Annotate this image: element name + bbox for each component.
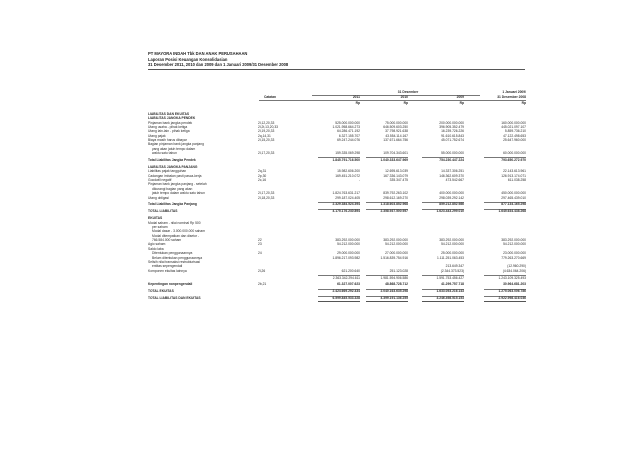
- row-value: 1.318.603.852.968: [380, 202, 408, 207]
- row-label: TOTAL LIABILITAS DAN EKUITAS: [148, 296, 201, 301]
- row-value: 60.000.000.000: [503, 151, 526, 156]
- row-value: 48.868.728.712: [385, 282, 408, 287]
- row-note: 2l,2t,13,20,33: [258, 125, 278, 130]
- row-label: waktu satu tahun: [152, 151, 177, 156]
- row-value: 297.465.439.010: [501, 195, 526, 200]
- row-value: 137.671.664.756: [383, 138, 408, 143]
- row-value: 335.347.475: [389, 178, 408, 183]
- row-value: 859.212.852.986: [439, 202, 464, 207]
- row-value: 54.212.000.000: [503, 242, 526, 247]
- row-label: Cadangan imbalan pasti pasca-kerja: [148, 173, 202, 178]
- row-value: 146.362.609.370: [439, 173, 464, 178]
- row-value: 383.292.000.000: [439, 238, 464, 243]
- row-label: Utang lain-lain - pihak ketiga: [148, 129, 190, 134]
- row-value: 25.647.960.000: [503, 138, 526, 143]
- row-value: 2.922.998.416.036: [498, 296, 526, 301]
- row-value: 1.633.053.216.143: [436, 289, 464, 294]
- row-value: (4.634.064.206): [502, 268, 526, 273]
- row-note: 2q,31: [258, 169, 267, 174]
- double-underline: [484, 301, 526, 302]
- row-value: 69.247.244.076: [337, 138, 360, 143]
- row-value: 25.000.000.000: [441, 251, 464, 256]
- row-value: 1.275.063.006.786: [498, 289, 526, 294]
- row-value: 298.039.292.142: [439, 195, 464, 200]
- row-value: 169.451.210.072: [335, 173, 360, 178]
- row-value: 298.612.169.270: [383, 195, 408, 200]
- row-label: Kepentingan nonpengendali: [148, 282, 193, 287]
- row-note: 22: [258, 238, 262, 243]
- row-label: entitas sepengendali: [152, 264, 183, 269]
- row-value: 64.286.471.192: [337, 129, 360, 134]
- report-title: Laporan Posisi Keuangan Konsolidasian: [148, 56, 228, 62]
- company-name: PT MAYORA INDAH Tbk DAN ANAK PERUSAHAAN: [148, 51, 248, 56]
- row-note: 2c,16: [258, 178, 267, 183]
- row-value: 383.292.000.000: [383, 238, 408, 243]
- row-value: 6.327.155.707: [338, 133, 360, 138]
- row-value: 877.134.165.298: [501, 202, 526, 207]
- row-value: 159.335.069.298: [335, 151, 360, 156]
- row-label: Utang pajak: [148, 133, 166, 138]
- double-underline: [318, 301, 360, 302]
- row-label: 766.584.000 saham: [152, 238, 182, 243]
- row-value: 1.896.217.093.982: [332, 255, 360, 260]
- row-label: Ditentukan penggunaannya: [152, 251, 193, 256]
- row-value: 779.263.270.669: [501, 255, 526, 260]
- row-value: 2.363.342.294.611: [332, 275, 360, 280]
- row-label: Utang usaha - pihak ketiga: [148, 125, 188, 130]
- row-note: 2l,12,20,33: [258, 120, 275, 125]
- row-label: Goodwill negatif: [148, 178, 172, 183]
- row-value: 15.982.606.200: [337, 169, 360, 174]
- unit-2010: Rp: [403, 101, 408, 105]
- row-value: 1.824.763.631.217: [332, 191, 360, 196]
- row-value: 445.021.097.107: [501, 125, 526, 130]
- row-value: 61.327.007.623: [337, 282, 360, 287]
- unit-2008: Rp: [521, 101, 526, 105]
- unit-2009: Rp: [459, 101, 464, 105]
- row-value: 23.000.000.000: [503, 251, 526, 256]
- row-label: Saldo laba: [148, 246, 164, 251]
- row-value: 54.212.000.000: [337, 242, 360, 247]
- row-value: 400.000.000.000: [439, 191, 464, 196]
- row-label: LIABILITAS JANGKA PANJANG: [148, 165, 198, 170]
- row-value: 1.021.958.664.273: [332, 125, 360, 130]
- row-value: 1.981.594.906.586: [380, 275, 408, 280]
- row-label: Agio saham: [148, 242, 166, 247]
- row-label: Modal ditempatkan dan disetor -: [152, 233, 200, 238]
- row-value: 1.591.753.456.427: [436, 275, 464, 280]
- row-note: 2l,19,20,33: [258, 129, 275, 134]
- row-note: 23: [258, 242, 262, 247]
- row-value: 200.000.000.000: [439, 120, 464, 125]
- row-value: 12.695.613.039: [385, 169, 408, 174]
- row-note: 2l,15,20,33: [258, 138, 275, 143]
- row-value: 1.645.634.438.268: [498, 209, 526, 214]
- row-value: 4.399.191.136.255: [380, 296, 408, 301]
- row-value: 47.122.498.653: [503, 133, 526, 138]
- row-note: 2l,18,20,33: [258, 195, 275, 200]
- row-label: Total Liabilitas Jangka Pendek: [148, 158, 196, 163]
- row-label: Modal saham - nilai nominal Rp 500: [148, 220, 201, 225]
- row-note: 2l,26: [258, 268, 266, 273]
- row-value: 525.000.000.000: [335, 120, 360, 125]
- row-label: LIABILITAS JANGKA PENDEK: [148, 116, 196, 121]
- row-value: 2.424.669.292.434: [332, 289, 360, 294]
- row-label: Pinjaman bank jangka panjang - setelah: [148, 182, 207, 187]
- col-2011: 2011: [352, 95, 360, 99]
- row-value: 54.212.000.000: [385, 242, 408, 247]
- row-label: dikurangi bagian yang akan: [152, 186, 193, 191]
- row-value: 109.704.343.601: [383, 151, 408, 156]
- row-value: 754.230.447.224: [439, 158, 464, 163]
- row-note: 2q,14,31: [258, 133, 271, 138]
- row-value: 160.000.000.000: [501, 120, 526, 125]
- row-value: (2.344.373.523): [440, 268, 464, 273]
- row-label: Belum ditentukan penggunaannya: [152, 255, 203, 260]
- row-value: 91.610.615.843: [441, 133, 464, 138]
- row-value: 29.000.000.000: [337, 251, 360, 256]
- row-value: 839.792.263.102: [383, 191, 408, 196]
- col-group-1-januari: 1 Januari 2009/: [502, 90, 526, 94]
- row-note: 2l,17,20,33: [258, 191, 275, 196]
- row-value: 14.337.306.251: [441, 169, 464, 174]
- col-group-31-desember: 31 Desember: [397, 90, 419, 94]
- col-2010: 2010: [400, 95, 408, 99]
- row-value: 251.123.028: [389, 268, 408, 273]
- row-value: 5.859.736.210: [504, 129, 526, 134]
- row-value: 299.187.024.405: [335, 195, 360, 200]
- row-note: 2p,30: [258, 173, 267, 178]
- row-label: per saham: [152, 225, 168, 230]
- row-value: 621.200.640: [341, 268, 360, 273]
- row-note: 2l,17,20,33: [258, 151, 275, 156]
- row-value: 75.000.000.000: [385, 120, 408, 125]
- row-label: LIABILITAS DAN EKUITAS: [148, 112, 190, 116]
- row-value: 383.292.000.000: [335, 238, 360, 243]
- row-value: 2.040.163.635.298: [380, 289, 408, 294]
- double-underline: [422, 301, 464, 302]
- row-value: 1.243.109.325.493: [498, 275, 526, 280]
- row-value: 41.299.757.718: [441, 282, 464, 287]
- row-value: 22.143.613.961: [503, 169, 526, 174]
- row-value: 213.649.347: [445, 264, 464, 269]
- row-note: 2b,21: [258, 282, 267, 287]
- row-value: 611.038.258: [507, 178, 526, 183]
- row-label: EKUITAS: [148, 216, 163, 221]
- row-value: 473.542.667: [445, 178, 464, 183]
- row-value: 43.554.114.167: [385, 133, 408, 138]
- row-value: 450.000.000.000: [501, 191, 526, 196]
- row-value: 16.239.726.226: [441, 129, 464, 134]
- row-label: TOTAL LIABILITAS: [148, 209, 178, 214]
- row-value: 383.292.000.000: [501, 238, 526, 243]
- row-value: 126.913.174.071: [501, 173, 526, 178]
- row-value: 1.845.791.716.500: [332, 158, 360, 163]
- row-value: 2.358.937.500.957: [380, 209, 408, 214]
- row-label: Modal dasar - 3.000.000.000 saham: [152, 229, 205, 234]
- row-label: Selisih nilai transaksi restrukturisasi: [148, 259, 201, 264]
- row-label: Liabilitas pajak tangguhan: [148, 169, 187, 174]
- row-value: 646.509.603.250: [383, 125, 408, 130]
- row-value: 55.000.000.000: [441, 151, 464, 156]
- row-label: Biaya masih harus dibayar: [148, 138, 187, 143]
- row-value: 396.905.352.479: [439, 125, 464, 130]
- row-value: 1.516.839.754.916: [380, 255, 408, 260]
- row-value: -: [358, 178, 360, 183]
- row-value: 37.798.921.638: [385, 129, 408, 134]
- row-value: 45.071.752.674: [441, 138, 464, 143]
- row-label: Utang obligasi: [148, 195, 169, 200]
- unit-2011: Rp: [355, 101, 360, 105]
- row-value: 2.329.384.524.394: [332, 202, 360, 207]
- header-rule: [148, 69, 525, 70]
- col-group-31-des-2008: 31 Desember 2008: [497, 95, 526, 99]
- row-value: 27.000.000.000: [385, 251, 408, 256]
- row-label: Total Liabilitas Jangka Panjang: [148, 202, 197, 207]
- row-value: 1.623.443.299.010: [436, 209, 464, 214]
- row-value: (12.960.290): [507, 264, 526, 269]
- row-value: 1.111.251.063.453: [436, 255, 464, 260]
- col-catatan: Catatan: [263, 95, 277, 99]
- row-value: 1.040.333.647.969: [380, 158, 408, 163]
- row-label: Bagian pinjaman bank jangka panjang: [148, 142, 204, 147]
- row-label: yang akan jatuh tempo dalam: [152, 146, 196, 151]
- double-underline: [366, 301, 408, 302]
- row-label: jatuh tempo dalam waktu satu tahun: [152, 191, 205, 196]
- row-value: 167.336.143.079: [383, 173, 408, 178]
- row-value: 54.212.000.000: [441, 242, 464, 247]
- row-label: TOTAL EKUITAS: [148, 289, 174, 294]
- row-label: Komponen ekuitas lainnya: [148, 268, 187, 273]
- report-date: 31 Desember 2011, 2010 dan 2009 dan 1 Januari 2009/31 Desember 2008: [148, 62, 289, 67]
- row-value: 6.599.845.533.328: [332, 296, 360, 301]
- row-label: Pinjaman bank jangka pendek: [148, 120, 193, 125]
- row-value: 3.246.498.515.153: [436, 296, 464, 301]
- row-value: 4.175.176.240.894: [332, 209, 360, 214]
- row-value: 30.964.681.203: [503, 282, 526, 287]
- col-2009: 2009: [456, 95, 464, 99]
- row-note: 24: [258, 251, 262, 256]
- row-value: 793.650.272.970: [501, 158, 526, 163]
